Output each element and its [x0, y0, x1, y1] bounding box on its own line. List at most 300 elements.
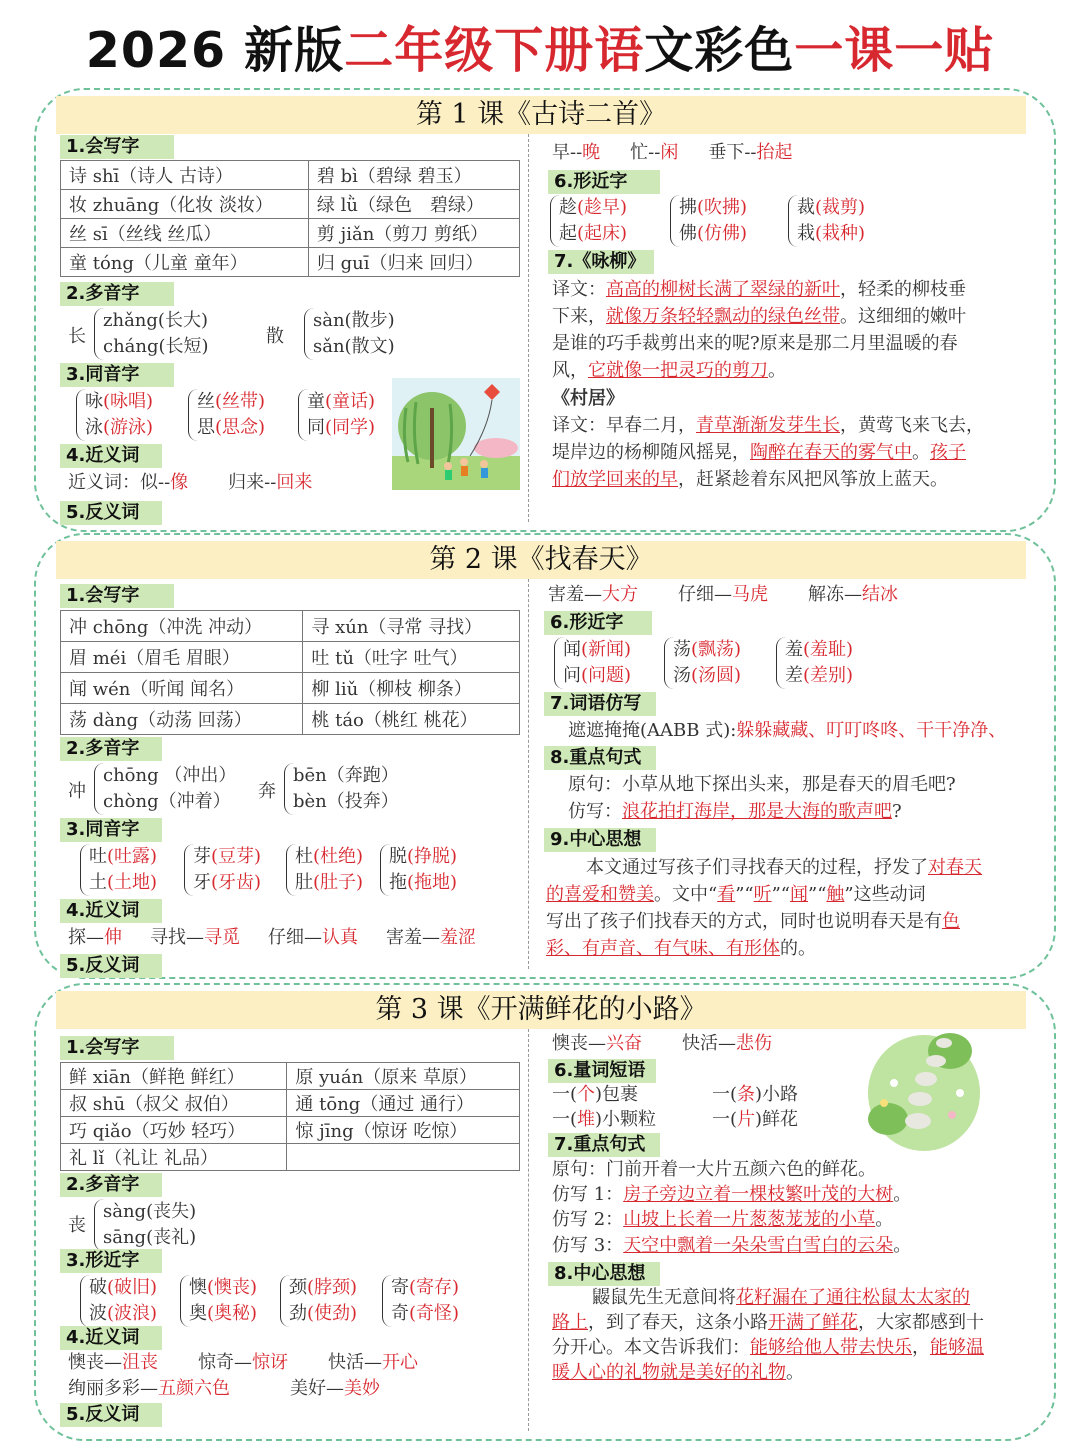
- synonym-word: 懊丧—: [68, 1352, 122, 1373]
- similar-brace: [554, 637, 631, 689]
- table-cell: 眉 méi（眉毛 眉眼）: [61, 642, 303, 673]
- text: ”“: [771, 884, 791, 905]
- antonym-word: 害羞—: [548, 584, 602, 605]
- table-cell: 柳 liǔ（柳枝 柳条）: [303, 673, 520, 704]
- polyphone-reading: bèn（投奔）: [293, 791, 399, 812]
- similar-brace: [670, 195, 747, 247]
- synonym-answer: 开心: [382, 1352, 418, 1373]
- synonym-word: 仔细—: [268, 927, 322, 948]
- similar-char: 差: [785, 665, 803, 686]
- antonym-word: 仔细—: [678, 584, 732, 605]
- text: 高高的柳树长满了翠绿的新叶: [606, 279, 840, 300]
- similar-char: 问: [563, 665, 581, 686]
- similar-char: 奥: [189, 1303, 207, 1324]
- table-cell: 鲜 xiān（鲜艳 鲜红）: [61, 1063, 287, 1090]
- text: 就像万条轻轻飘动的绿色丝带: [606, 306, 840, 327]
- polyphone-char: 散: [266, 326, 284, 347]
- similar-word: (奥秘): [207, 1303, 258, 1324]
- text: ，到了春天，这条小路: [588, 1312, 768, 1333]
- text: )鲜花: [755, 1109, 799, 1130]
- antonym-word: 快活—: [682, 1033, 736, 1054]
- synonym-word: 归来--: [228, 472, 277, 493]
- lesson-3-section-measure: 6.量词短语: [548, 1059, 656, 1083]
- polyphone-reading: zhǎng(长大): [103, 310, 208, 331]
- homophone-char: 泳: [85, 417, 103, 438]
- text: 开满了鲜花: [768, 1312, 858, 1333]
- similar-brace: [788, 195, 865, 247]
- central-idea-text: [552, 1285, 1042, 1385]
- similar-word: (裁剪): [815, 197, 866, 218]
- polyphone-reading: cháng(长短): [103, 336, 209, 357]
- text: ，大家都感到十: [858, 1312, 984, 1333]
- lesson-3-synonym-line-1: [68, 1350, 418, 1376]
- text: 花籽漏在了通往松鼠太太家的: [736, 1287, 970, 1308]
- table-cell: 妆 zhuāng（化妆 淡妆）: [61, 190, 309, 219]
- similar-word: (脖颈): [307, 1277, 358, 1298]
- table-cell: 吐 tǔ（吐字 吐气）: [303, 642, 520, 673]
- similar-char: 寄: [391, 1277, 409, 1298]
- lesson-1-synonym-line: [68, 470, 312, 496]
- similar-char: 波: [89, 1303, 107, 1324]
- homophone-word: (思念): [215, 417, 266, 438]
- lesson-3-antonym-line: [552, 1031, 772, 1057]
- homophone-char: 同: [307, 417, 325, 438]
- synonym-answer: 美妙: [344, 1378, 380, 1399]
- text: ”“: [808, 884, 827, 905]
- text: ，轻柔的柳枝垂: [840, 279, 966, 300]
- text: 风，: [552, 360, 588, 381]
- synonym-word: 寻找—: [150, 927, 204, 948]
- text: 一(: [712, 1084, 738, 1105]
- text: 一(: [552, 1109, 578, 1130]
- homophone-word: (挣脱): [407, 846, 458, 867]
- lesson-1-section-similar: 6.形近字: [548, 170, 660, 194]
- antonym-answer: 大方: [602, 584, 638, 605]
- original-sentence: 原句：门前开着一大片五颜六色的鲜花。: [552, 1159, 876, 1180]
- text: 触: [826, 884, 845, 905]
- table-cell: 桃 táo（桃红 桃花）: [303, 704, 520, 735]
- homophone-word: (拖地): [407, 872, 458, 893]
- text: 对春天: [928, 857, 982, 878]
- text: 路上: [552, 1312, 588, 1333]
- homophone-char: 杜: [295, 846, 313, 867]
- text: 色: [942, 911, 960, 932]
- synonym-word: 快活—: [328, 1352, 382, 1373]
- similar-word: (新闻): [581, 639, 632, 660]
- lesson-1-header: 第 1 课《古诗二首》: [56, 96, 1026, 134]
- homophone-brace: [76, 389, 153, 441]
- synonym-answer: 认真: [322, 927, 358, 948]
- lesson-2-section-central-idea: 9.中心思想: [544, 828, 656, 852]
- text: ，黄莺飞来飞去，: [840, 415, 984, 436]
- homophone-char: 咏: [85, 391, 103, 412]
- table-cell: 闻 wén（听闻 闻名）: [61, 673, 303, 704]
- similar-brace: [80, 1275, 157, 1327]
- similar-char: 荡: [673, 639, 691, 660]
- synonym-answer: 回来: [276, 472, 313, 493]
- homophone-char: 肚: [295, 872, 313, 893]
- synonym-word: 害羞—: [386, 927, 440, 948]
- synonym-answer: 沮丧: [122, 1352, 158, 1373]
- homophone-char: 吐: [89, 846, 107, 867]
- lesson-3-section-antonym: 5.反义词: [60, 1403, 162, 1427]
- text: 房子旁边立着一棵枝繁叶茂的大树: [623, 1184, 894, 1205]
- polyphone-char: 冲: [68, 781, 86, 802]
- similar-word: (仿佛): [697, 223, 748, 244]
- text: 仿写 1：: [552, 1184, 624, 1205]
- lesson-2-writing-table: [60, 610, 520, 735]
- similar-word: (趁早): [577, 197, 628, 218]
- similar-char: 汤: [673, 665, 691, 686]
- title-part-3: 文彩色: [644, 22, 795, 79]
- antonym-answer: 晚: [582, 142, 601, 163]
- homophone-word: (豆芽): [211, 846, 262, 867]
- similar-brace: [280, 1275, 357, 1327]
- similar-word: (问题): [581, 665, 632, 686]
- polyphone-reading: chòng（冲着）: [103, 791, 231, 812]
- similar-word: (使劲): [307, 1303, 358, 1324]
- text: 闻: [790, 884, 809, 905]
- text: ，赶紧趁着东风把风筝放上蓝天。: [678, 469, 948, 490]
- text: 仿写 2：: [552, 1209, 624, 1230]
- polyphone-reading: sàn(散步): [313, 310, 395, 331]
- lesson-1-writing-table: [60, 160, 520, 277]
- similar-word: (起床): [577, 223, 628, 244]
- poem2-translation: [552, 412, 1032, 493]
- synonym-answer: 像: [170, 472, 189, 493]
- text: 。: [786, 1362, 804, 1383]
- text: 堤岸边的杨柳随风摇晃，: [552, 442, 750, 463]
- measure-line-2: [712, 1082, 798, 1108]
- table-cell: 丝 sī（丝线 丝瓜）: [61, 219, 309, 248]
- homophone-char: 丝: [197, 391, 215, 412]
- lesson-2-section-writing: 1.会写字: [60, 584, 174, 608]
- lesson-2-antonym-line: [548, 582, 898, 608]
- antonym-answer: 悲伤: [736, 1033, 772, 1054]
- homophone-char: 思: [197, 417, 215, 438]
- polyphone-reading: chōng （冲出）: [103, 765, 237, 786]
- similar-brace: [180, 1275, 257, 1327]
- synonym-answer: 寻觅: [204, 927, 240, 948]
- homophone-char: 土: [89, 872, 107, 893]
- homophone-word: (丝带): [215, 391, 266, 412]
- text: 躲躲藏藏、叮叮咚咚、干干净净、: [736, 720, 1007, 741]
- text: 鼹鼠先生无意间将: [592, 1287, 736, 1308]
- synonym-word: 探—: [68, 927, 104, 948]
- imitated-sentence-1: [552, 1182, 911, 1208]
- text: 青草渐渐发芽生长: [696, 415, 840, 436]
- imitated-sentence-3: [552, 1233, 911, 1259]
- text: 仿写 3：: [552, 1235, 624, 1256]
- text: 本文通过写孩子们寻找春天的过程，抒发了: [586, 857, 928, 878]
- text: )小路: [755, 1084, 799, 1105]
- lesson-2-section-sentence: 8.重点句式: [544, 746, 656, 770]
- text: 分开心。本文告诉我们：: [552, 1337, 750, 1358]
- similar-char: 裁: [797, 197, 815, 218]
- text: 。: [912, 442, 930, 463]
- synonym-word: 绚丽多彩—: [68, 1378, 158, 1399]
- antonym-answer: 抬起: [756, 142, 793, 163]
- text: 听: [753, 884, 772, 905]
- synonym-word: 美好—: [290, 1378, 344, 1399]
- lesson-2-section-imitation: 7.词语仿写: [544, 692, 656, 716]
- synonym-answer: 羞涩: [440, 927, 476, 948]
- similar-char: 羞: [785, 639, 803, 660]
- homophone-word: (杜绝): [313, 846, 364, 867]
- similar-word: (懊丧): [207, 1277, 258, 1298]
- lesson-2-section-synonym: 4.近义词: [60, 899, 162, 923]
- antonym-word: 垂下--: [708, 142, 757, 163]
- title-part-4: 一课一贴: [794, 22, 995, 79]
- polyphone-brace: [284, 763, 399, 815]
- title-part-1: 2026 新版: [85, 22, 345, 79]
- lesson-1-section-polyphone: 2.多音字: [60, 282, 174, 306]
- table-cell: 碧 bì（碧绿 碧玉）: [308, 161, 519, 190]
- antonym-word: 懊丧—: [552, 1033, 606, 1054]
- table-cell: 礼 lǐ（礼让 礼品）: [61, 1144, 287, 1171]
- similar-brace: [550, 195, 627, 247]
- table-cell: 巧 qiǎo（巧妙 轻巧）: [61, 1117, 287, 1144]
- poem2-title: 《村居》: [552, 388, 624, 409]
- lesson-2-section-antonym: 5.反义词: [60, 954, 162, 978]
- similar-char: 劲: [289, 1303, 307, 1324]
- antonym-answer: 闲: [660, 142, 679, 163]
- similar-char: 起: [559, 223, 577, 244]
- text: 。文中“: [654, 884, 718, 905]
- table-cell: [287, 1144, 520, 1171]
- table-cell: 寻 xún（寻常 寻找）: [303, 611, 520, 642]
- text: ?: [892, 801, 902, 822]
- text: 。这细细的嫩叶: [840, 306, 966, 327]
- table-cell: 惊 jīng（惊讶 吃惊）: [287, 1117, 520, 1144]
- homophone-word: (肚子): [313, 872, 364, 893]
- similar-char: 闻: [563, 639, 581, 660]
- lesson-3-section-similar: 3.形近字: [60, 1249, 162, 1273]
- lesson-1-section-antonym: 5.反义词: [60, 501, 162, 525]
- text: 译文：: [552, 279, 606, 300]
- lesson-2-section-similar: 6.形近字: [544, 611, 652, 635]
- lesson-2-divider: [528, 579, 529, 969]
- imitation-line: [568, 718, 1006, 744]
- similar-word: (栽种): [815, 223, 866, 244]
- synonym-word: 似--: [140, 472, 171, 493]
- polyphone-brace: [94, 1199, 196, 1251]
- text: 。: [893, 1235, 912, 1256]
- text: 。: [893, 1184, 912, 1205]
- homophone-char: 芽: [193, 846, 211, 867]
- table-cell: 荡 dàng（动荡 回荡）: [61, 704, 303, 735]
- text: ，: [912, 1337, 930, 1358]
- text: 暖人心的礼物就是美好的礼物: [552, 1362, 786, 1383]
- lesson-3-synonym-line-2: [68, 1376, 380, 1402]
- polyphone-brace: [94, 308, 209, 360]
- original-sentence: 原句：小草从地下探出头来，那是春天的眉毛吧?: [568, 774, 956, 795]
- similar-brace: [776, 637, 853, 689]
- poem1-translation: [552, 276, 1032, 384]
- text: 。: [768, 360, 786, 381]
- lesson-1-antonym-line: [552, 140, 793, 166]
- lesson-1-section-poem1: 7.《咏柳》: [548, 250, 654, 274]
- table-cell: 叔 shū（叔父 叔伯）: [61, 1090, 287, 1117]
- lesson-2-section-polyphone: 2.多音字: [60, 737, 162, 761]
- similar-char: 奇: [391, 1303, 409, 1324]
- text: 它就像一把灵巧的剪刀: [588, 360, 768, 381]
- text: ”“: [735, 884, 754, 905]
- lesson-3-section-writing: 1.会写字: [60, 1036, 174, 1060]
- polyphone-char: 丧: [68, 1215, 86, 1236]
- text: 能够给他人带去快乐: [750, 1337, 912, 1358]
- table-cell: 剪 jiǎn（剪刀 剪纸）: [308, 219, 519, 248]
- lesson-3-divider: [528, 1029, 529, 1431]
- text: 彩、有声音、有气味、有形体: [546, 938, 780, 959]
- similar-word: (飘荡): [691, 639, 742, 660]
- measure-line-4: [712, 1107, 798, 1133]
- homophone-brace: [286, 844, 363, 896]
- polyphone-brace: [304, 308, 395, 360]
- lesson-3-section-polyphone: 2.多音字: [60, 1173, 162, 1197]
- text: 一(: [552, 1084, 578, 1105]
- page-title: [0, 16, 1080, 86]
- text: 孩子: [930, 442, 966, 463]
- lesson-1-section-writing: 1.会写字: [60, 135, 174, 159]
- polyphone-reading: sāng(丧礼): [103, 1227, 197, 1248]
- polyphone-reading: bēn（奔跑）: [293, 765, 399, 786]
- homophone-brace: [184, 844, 261, 896]
- imitated-sentence-2: [552, 1207, 893, 1233]
- text: 仿写：: [568, 801, 622, 822]
- text: 浪花拍打海岸，那是大海的歌声吧: [622, 801, 892, 822]
- similar-word: (吹拂): [697, 197, 748, 218]
- lesson-1-section-synonym: 4.近义词: [60, 444, 162, 468]
- lesson-2-header: 第 2 课《找春天》: [56, 541, 1026, 579]
- imitated-sentence: [568, 799, 902, 825]
- homophone-brace: [298, 389, 375, 441]
- homophone-word: (牙齿): [211, 872, 262, 893]
- lesson-3-section-sentence: 7.重点句式: [548, 1133, 660, 1157]
- text: 看: [717, 884, 736, 905]
- homophone-brace: [188, 389, 265, 441]
- text: )包裹: [595, 1084, 639, 1105]
- text: 的喜爱和赞美: [546, 884, 654, 905]
- text: 堆: [577, 1109, 596, 1130]
- text: 遮遮掩掩(AABB 式):: [568, 720, 737, 741]
- similar-word: (奇怪): [409, 1303, 460, 1324]
- text: 条: [737, 1084, 756, 1105]
- measure-line-3: [552, 1107, 656, 1133]
- similar-word: (汤圆): [691, 665, 742, 686]
- synonym-word: 惊奇—: [198, 1352, 252, 1373]
- text: ”这些动词: [844, 884, 926, 905]
- homophone-word: (咏唱): [103, 391, 154, 412]
- synonym-answer: 五颜六色: [158, 1378, 230, 1399]
- lesson-1-section-homophone: 3.同音字: [60, 363, 174, 387]
- similar-word: (波浪): [107, 1303, 158, 1324]
- table-cell: 归 guī（归来 回归）: [308, 248, 519, 277]
- lesson-1-card: [34, 88, 1056, 532]
- table-cell: 童 tóng（儿童 童年）: [61, 248, 309, 277]
- antonym-answer: 兴奋: [606, 1033, 642, 1054]
- antonym-answer: 马虎: [732, 584, 768, 605]
- table-cell: 诗 shī（诗人 古诗）: [61, 161, 309, 190]
- text: 。: [875, 1209, 894, 1230]
- polyphone-char: 奔: [258, 781, 276, 802]
- similar-char: 懊: [189, 1277, 207, 1298]
- text: 下来，: [552, 306, 606, 327]
- synonym-label: 近义词：: [68, 472, 140, 493]
- lesson-3-writing-table: [60, 1062, 520, 1171]
- homophone-char: 拖: [389, 872, 407, 893]
- text: 能够温: [930, 1337, 984, 1358]
- homophone-char: 童: [307, 391, 325, 412]
- antonym-word: 早--: [552, 142, 583, 163]
- table-cell: 冲 chōng（冲洗 冲动）: [61, 611, 303, 642]
- table-cell: 原 yuán（原来 草原）: [287, 1063, 520, 1090]
- text: 片: [737, 1109, 756, 1130]
- homophone-brace: [80, 844, 157, 896]
- lesson-2-card: [34, 533, 1056, 979]
- text: 陶醉在春天的雾气中: [750, 442, 912, 463]
- text: 们放学回来的早: [552, 469, 678, 490]
- polyphone-char: 长: [68, 326, 86, 347]
- similar-brace: [664, 637, 741, 689]
- similar-word: (破旧): [107, 1277, 158, 1298]
- similar-char: 破: [89, 1277, 107, 1298]
- lesson-3-section-central-idea: 8.中心思想: [548, 1262, 660, 1286]
- homophone-char: 脱: [389, 846, 407, 867]
- polyphone-brace: [94, 763, 236, 815]
- similar-char: 拂: [679, 197, 697, 218]
- similar-char: 佛: [679, 223, 697, 244]
- homophone-word: (土地): [107, 872, 158, 893]
- antonym-word: 解冻—: [808, 584, 862, 605]
- text: 译文：早春二月，: [552, 415, 696, 436]
- antonym-word: 忙--: [630, 142, 661, 163]
- text: 个: [577, 1084, 596, 1105]
- lesson-3-section-synonym: 4.近义词: [60, 1326, 162, 1350]
- synonym-answer: 伸: [104, 927, 122, 948]
- kite-children-illustration: [392, 378, 520, 490]
- homophone-brace: [380, 844, 457, 896]
- similar-char: 颈: [289, 1277, 307, 1298]
- measure-line-1: [552, 1082, 638, 1108]
- polyphone-reading: sàng(丧失): [103, 1201, 197, 1222]
- synonym-answer: 惊讶: [252, 1352, 288, 1373]
- polyphone-reading: sǎn(散文): [313, 336, 395, 357]
- lesson-2-section-homophone: 3.同音字: [60, 818, 162, 842]
- table-cell: 绿 lǜ（绿色 碧绿）: [308, 190, 519, 219]
- similar-word: (羞耻): [803, 639, 854, 660]
- central-idea-text: [546, 854, 1036, 962]
- similar-brace: [382, 1275, 459, 1327]
- homophone-word: (同学): [325, 417, 376, 438]
- lesson-2-synonym-line: [68, 925, 476, 951]
- lesson-3-header: 第 3 课《开满鲜花的小路》: [56, 991, 1026, 1029]
- similar-word: (寄存): [409, 1277, 460, 1298]
- homophone-word: (游泳): [103, 417, 154, 438]
- antonym-answer: 结冰: [862, 584, 898, 605]
- text: 是谁的巧手裁剪出来的呢?原来是那二月里温暖的春: [552, 333, 958, 354]
- text: 山坡上长着一片葱葱茏茏的小草: [623, 1209, 876, 1230]
- similar-char: 趁: [559, 197, 577, 218]
- homophone-word: (吐露): [107, 846, 158, 867]
- flower-path-illustration: [864, 1023, 982, 1151]
- title-part-2: 二年级下册语: [344, 22, 645, 79]
- text: 写出了孩子们找春天的方式，同时也说明春天是有: [546, 911, 942, 932]
- text: 的。: [780, 938, 816, 959]
- similar-word: (差别): [803, 665, 854, 686]
- lesson-1-divider: [528, 134, 529, 522]
- text: )小颗粒: [595, 1109, 657, 1130]
